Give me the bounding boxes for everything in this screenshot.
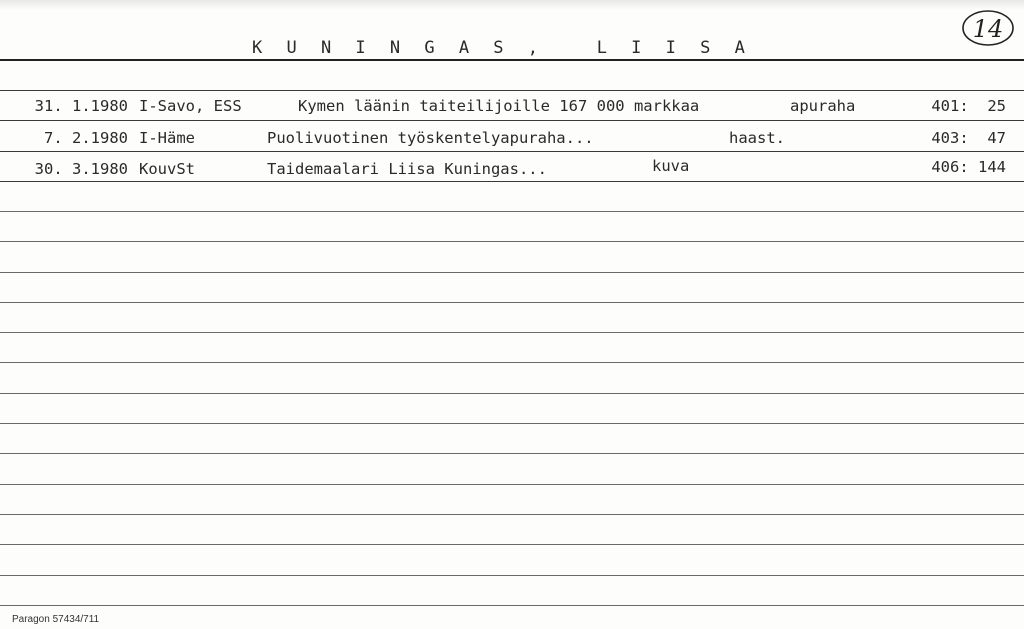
entry-reference: 406: 144 <box>931 158 1006 176</box>
ruled-line <box>0 575 1024 576</box>
ruled-line <box>0 302 1024 303</box>
entry-row <box>0 97 1024 119</box>
entry-title: Puolivuotinen työskentelyapuraha... <box>267 129 594 147</box>
ruled-line <box>0 605 1024 606</box>
entry-type: kuva <box>652 157 690 175</box>
ruled-line <box>0 423 1024 424</box>
ruled-line <box>0 211 1024 212</box>
ruled-line <box>0 151 1024 152</box>
entry-type: haast. <box>729 129 785 147</box>
entry-reference: 401: 25 <box>931 97 1006 115</box>
heading-rule <box>0 59 1024 61</box>
card-top-edge <box>0 0 1024 10</box>
entry-row <box>0 129 1024 151</box>
ruled-line <box>0 90 1024 91</box>
ruled-line <box>0 272 1024 273</box>
entry-date: 30. 3.1980 <box>34 160 128 178</box>
entry-title: Taidemaalari Liisa Kuningas... <box>267 160 547 178</box>
ruled-line <box>0 393 1024 394</box>
entry-date: 7. 2.1980 <box>44 129 128 147</box>
entry-title: Kymen läänin taiteilijoille 167 000 markkaa <box>298 97 700 115</box>
entry-type: apuraha <box>790 97 856 115</box>
card-number-handwritten <box>960 8 1016 48</box>
entry-source: KouvSt <box>139 160 195 178</box>
entry-reference: 403: 47 <box>931 129 1006 147</box>
printer-imprint: Paragon 57434/711 <box>12 614 100 625</box>
ruled-line <box>0 484 1024 485</box>
ruled-line <box>0 453 1024 454</box>
ruled-line <box>0 241 1024 242</box>
card-heading-name: K U N I N G A S , L I I S A <box>252 38 752 58</box>
ruled-line <box>0 514 1024 515</box>
entry-source: I-Savo, ESS <box>139 97 242 115</box>
ruled-line <box>0 120 1024 121</box>
svg-text:14: 14 <box>972 15 1004 43</box>
ruled-line <box>0 362 1024 363</box>
ruled-line <box>0 544 1024 545</box>
entry-source: I-Häme <box>139 129 195 147</box>
entry-row <box>0 157 1024 182</box>
entry-date: 31. 1.1980 <box>34 97 128 115</box>
ruled-line <box>0 332 1024 333</box>
